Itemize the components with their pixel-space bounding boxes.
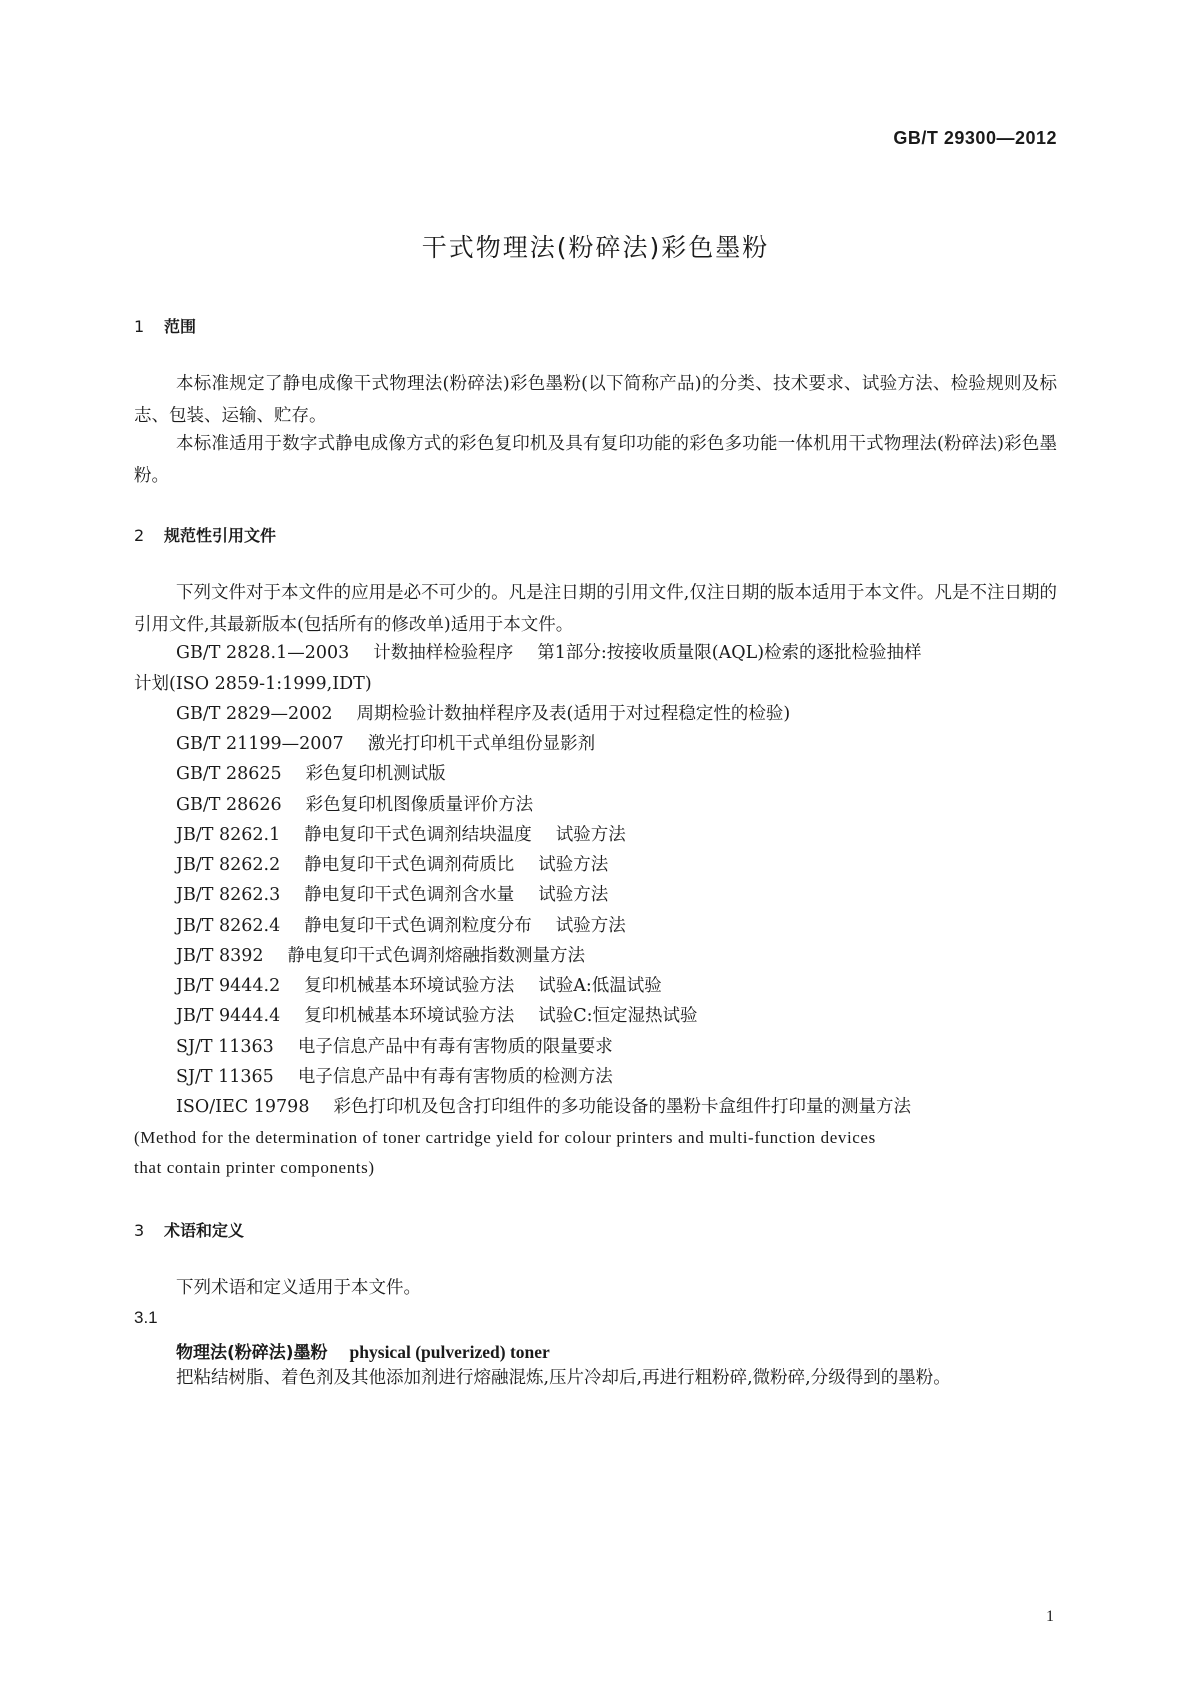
reference-code: GB/T 21199—2007 <box>176 734 344 754</box>
reference-item <box>134 1061 1057 1093</box>
reference-part: 试验A:低温试验 <box>538 976 662 996</box>
reference-title: 彩色打印机及包含打印组件的多功能设备的墨粉卡盒组件打印量的测量方法 <box>333 1097 911 1117</box>
reference-item <box>134 789 1057 821</box>
reference-item <box>134 1091 1057 1123</box>
reference-code: JB/T 9444.4 <box>176 1006 281 1026</box>
reference-item <box>134 1000 1057 1032</box>
reference-title: 静电复印干式色调剂结块温度 <box>304 825 532 845</box>
reference-item <box>134 940 1057 972</box>
section-number: 2 <box>134 526 145 545</box>
reference-item <box>134 1031 1057 1063</box>
term-english: physical (pulverized) toner <box>349 1342 550 1362</box>
reference-title: 电子信息产品中有毒有害物质的限量要求 <box>297 1037 613 1057</box>
reference-title: 复印机械基本环境试验方法 <box>304 976 515 996</box>
section-title: 术语和定义 <box>164 1221 245 1240</box>
reference-continuation: 计划(ISO 2859-1:1999,IDT) <box>134 674 372 694</box>
reference-title: 静电复印干式色调剂熔融指数测量方法 <box>287 946 586 966</box>
reference-part: 试验方法 <box>555 916 626 936</box>
reference-title: 静电复印干式色调剂含水量 <box>304 885 515 905</box>
reference-item <box>134 879 1057 911</box>
section-title: 范围 <box>164 317 197 336</box>
reference-title: 彩色复印机图像质量评价方法 <box>305 795 534 815</box>
term-definition: 把粘结树脂、着色剂及其他添加剂进行熔融混炼,压片冷却后,再进行粗粉碎,微粉碎,分级得到的墨粉。 <box>176 1368 951 1388</box>
reference-code: GB/T 28626 <box>176 795 282 815</box>
reference-item <box>134 970 1057 1002</box>
section-number: 3 <box>134 1221 145 1240</box>
section-heading-references <box>134 523 276 546</box>
terms-intro: 下列术语和定义适用于本文件。 <box>176 1278 421 1298</box>
reference-code: JB/T 8262.1 <box>176 825 281 845</box>
reference-code: GB/T 2829—2002 <box>176 704 333 724</box>
term-heading <box>176 1338 550 1363</box>
reference-item <box>134 910 1057 942</box>
term-number: 3.1 <box>134 1308 158 1327</box>
reference-title: 复印机械基本环境试验方法 <box>304 1006 515 1026</box>
reference-title: 电子信息产品中有毒有害物质的检测方法 <box>297 1067 613 1087</box>
section-heading-terms <box>134 1218 244 1241</box>
reference-title: 彩色复印机测试版 <box>305 764 446 784</box>
reference-code: JB/T 8262.4 <box>176 916 281 936</box>
reference-title: 静电复印干式色调剂荷质比 <box>304 855 515 875</box>
reference-item <box>134 849 1057 881</box>
section-title: 规范性引用文件 <box>164 526 277 545</box>
scope-paragraph-2: 本标准适用于数字式静电成像方式的彩色复印机及具有复印功能的彩色多功能一体机用干式物理法(粉碎法)彩色墨粉。 <box>134 434 1057 486</box>
reference-code: SJ/T 11365 <box>176 1067 274 1087</box>
reference-code: JB/T 8262.3 <box>176 885 281 905</box>
reference-code: ISO/IEC 19798 <box>176 1097 310 1117</box>
reference-item <box>134 698 1057 730</box>
document-title: 干式物理法(粉碎法)彩色墨粉 <box>421 233 770 262</box>
reference-code: GB/T 2828.1—2003 <box>176 643 350 663</box>
reference-code: GB/T 28625 <box>176 764 282 784</box>
reference-part: 试验方法 <box>538 885 609 905</box>
term-chinese: 物理法(粉碎法)墨粉 <box>176 1343 328 1363</box>
reference-item <box>134 637 1057 669</box>
section-number: 1 <box>134 317 145 336</box>
reference-code: JB/T 8262.2 <box>176 855 281 875</box>
reference-part: 试验方法 <box>538 855 609 875</box>
reference-item <box>134 819 1057 851</box>
reference-item <box>134 758 1057 790</box>
page-number: 1 <box>1046 1608 1054 1625</box>
reference-title: 静电复印干式色调剂粒度分布 <box>304 916 532 936</box>
references-intro: 下列文件对于本文件的应用是必不可少的。凡是注日期的引用文件,仅注日期的版本适用于本文件。凡是不注日期的引用文件,其最新版本(包括所有的修改单)适用于本文件。 <box>134 583 1057 635</box>
reference-english-line: that contain printer components) <box>134 1158 375 1177</box>
reference-item <box>134 728 1057 760</box>
reference-title: 激光打印机干式单组份显影剂 <box>367 734 596 754</box>
scope-paragraph-1: 本标准规定了静电成像干式物理法(粉碎法)彩色墨粉(以下简称产品)的分类、技术要求、试验方法、检验规则及标志、包装、运输、贮存。 <box>134 374 1057 426</box>
reference-code: JB/T 8392 <box>176 946 264 966</box>
reference-title: 周期检验计数抽样程序及表(适用于对过程稳定性的检验) <box>356 704 791 724</box>
reference-part: 试验C:恒定湿热试验 <box>538 1006 698 1026</box>
standard-code: GB/T 29300—2012 <box>893 128 1057 148</box>
section-heading-scope <box>134 314 196 337</box>
reference-code: JB/T 9444.2 <box>176 976 281 996</box>
reference-english-line: (Method for the determination of toner cartridge yield for colour printers and multi-function devices <box>134 1128 876 1147</box>
reference-part: 试验方法 <box>555 825 626 845</box>
reference-title: 计数抽样检验程序 <box>373 643 514 663</box>
reference-code: SJ/T 11363 <box>176 1037 274 1057</box>
reference-part: 第1部分:按接收质量限(AQL)检索的逐批检验抽样 <box>537 643 922 663</box>
